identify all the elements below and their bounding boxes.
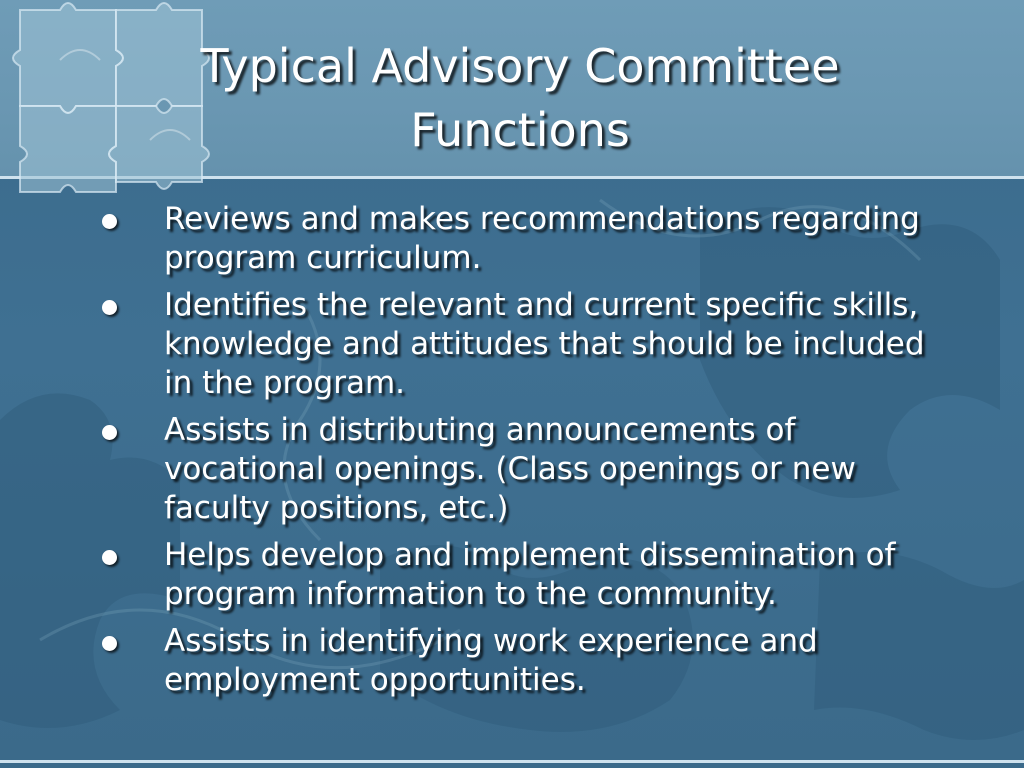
- bullet-icon: [102, 300, 117, 315]
- bullet-text: Assists in identifying work experience and employment opportunities.: [164, 623, 818, 698]
- bullet-icon: [102, 425, 117, 440]
- bullet-icon: [102, 550, 117, 565]
- bullet-item: [98, 536, 958, 614]
- bullet-item: [98, 200, 958, 278]
- bullet-list: [98, 200, 958, 708]
- bullet-item: [98, 622, 958, 700]
- bullet-text: Helps develop and implement dissemination of program information to the community.: [164, 537, 896, 612]
- bottom-divider: [0, 760, 1024, 763]
- bullet-item: [98, 286, 958, 403]
- bullet-icon: [102, 214, 117, 229]
- bullet-text: Assists in distributing announcements of vocational openings. (Class openings or new faculty positions, etc.): [164, 412, 856, 526]
- bullet-icon: [102, 636, 117, 651]
- slide-title: Typical Advisory Committee Functions: [200, 39, 840, 157]
- bullet-text: Reviews and makes recommendations regarding program curriculum.: [164, 201, 920, 276]
- bullet-item: [98, 411, 958, 528]
- bullet-text: Identifies the relevant and current specific skills, knowledge and attitudes that should be included in the program.: [164, 287, 925, 401]
